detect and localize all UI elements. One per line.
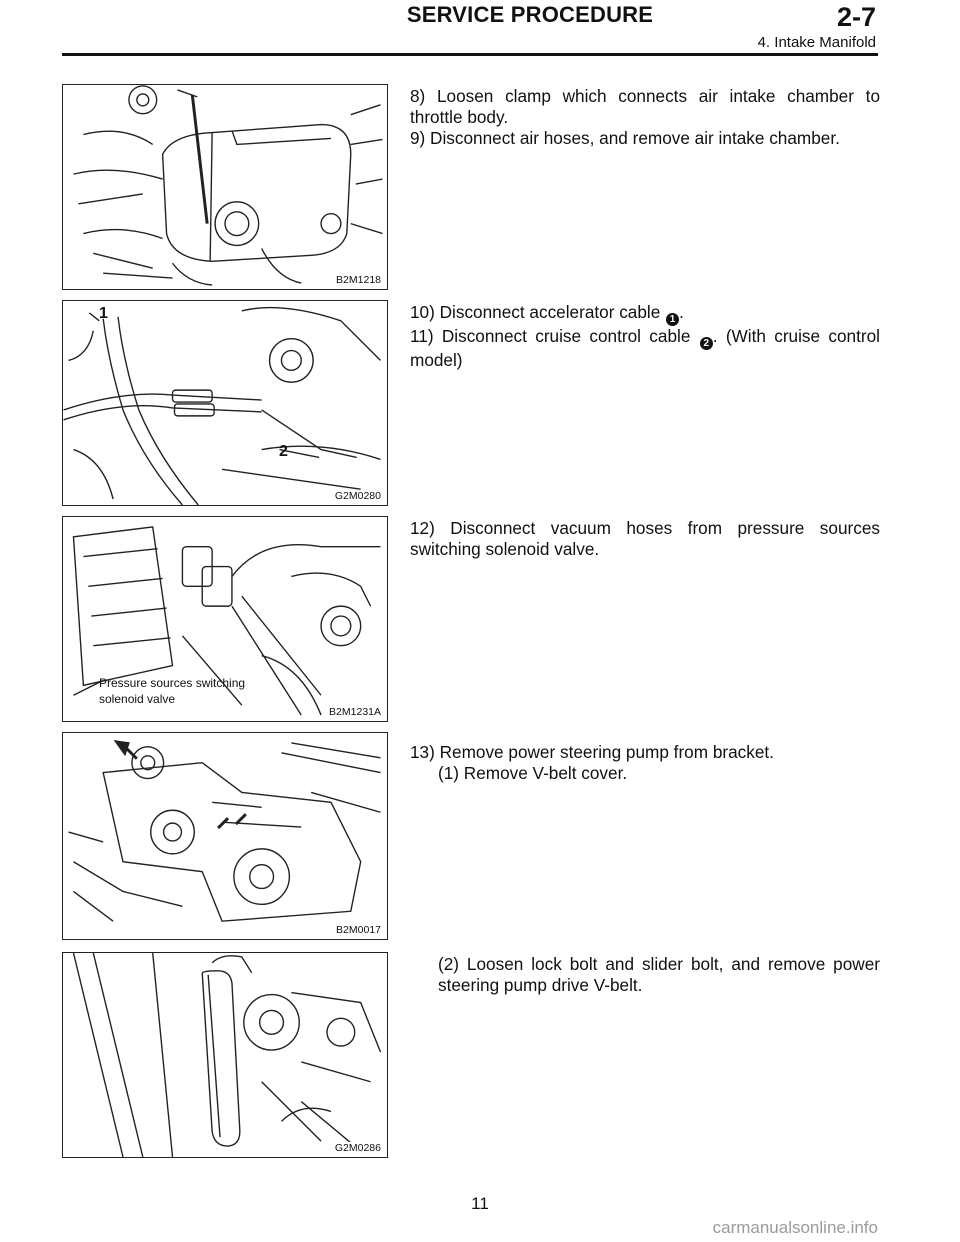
figure-accelerator-cable <box>62 300 388 506</box>
step-13-block <box>410 742 880 784</box>
callout-1: 1 <box>99 305 108 322</box>
figure-code: G2M0286 <box>334 1142 381 1154</box>
page-title: SERVICE PROCEDURE <box>406 2 654 27</box>
subsection-title: 4. Intake Manifold <box>757 34 876 51</box>
watermark: carmanualsonline.info <box>712 1218 878 1237</box>
callout-2: 2 <box>279 443 288 460</box>
figure-code: B2M0017 <box>336 924 381 936</box>
pump-illustration <box>63 733 387 939</box>
v-belt-illustration <box>63 953 387 1157</box>
figure-code: B2M1218 <box>336 274 381 286</box>
step-9: 9) Disconnect air hoses, and remove air intake chamber. <box>410 128 840 148</box>
figure-v-belt <box>62 952 388 1158</box>
figure-code: B2M1231A <box>329 706 381 718</box>
step-8: 8) Loosen clamp which connects air intake chamber to throttle body. <box>410 86 880 127</box>
step-12-block <box>410 518 880 560</box>
figure-code: G2M0280 <box>334 490 381 502</box>
step-11: 11) Disconnect cruise control cable 2 . (With cruise control model) <box>410 326 880 370</box>
steps-8-9 <box>410 86 880 149</box>
callout-ref-2: 2 <box>700 337 713 350</box>
step-13: 13) Remove power steering pump from bracket. <box>410 742 774 762</box>
engine-illustration <box>63 85 387 289</box>
solenoid-valve-label: Pressure sources switching solenoid valve <box>99 676 246 706</box>
callout-ref-1: 1 <box>666 313 679 326</box>
section-number: 2-7 <box>836 2 876 32</box>
figure-power-steering-pump <box>62 732 388 940</box>
step-10: 10) Disconnect accelerator cable 1 . <box>410 302 684 325</box>
step-13-1: (1) Remove V-belt cover. <box>438 763 628 783</box>
cable-illustration <box>63 301 387 505</box>
step-13-2-block <box>410 954 880 996</box>
header-rule <box>62 53 878 56</box>
figure-solenoid-valve <box>62 516 388 722</box>
steps-10-11 <box>410 302 880 371</box>
figure-air-intake-chamber <box>62 84 388 290</box>
page-number: 11 <box>471 1194 489 1213</box>
step-13-2: (2) Loosen lock bolt and slider bolt, and remove power steering pump drive V-belt. <box>438 954 880 995</box>
step-12: 12) Disconnect vacuum hoses from pressure sources switching solenoid valve. <box>410 518 880 559</box>
